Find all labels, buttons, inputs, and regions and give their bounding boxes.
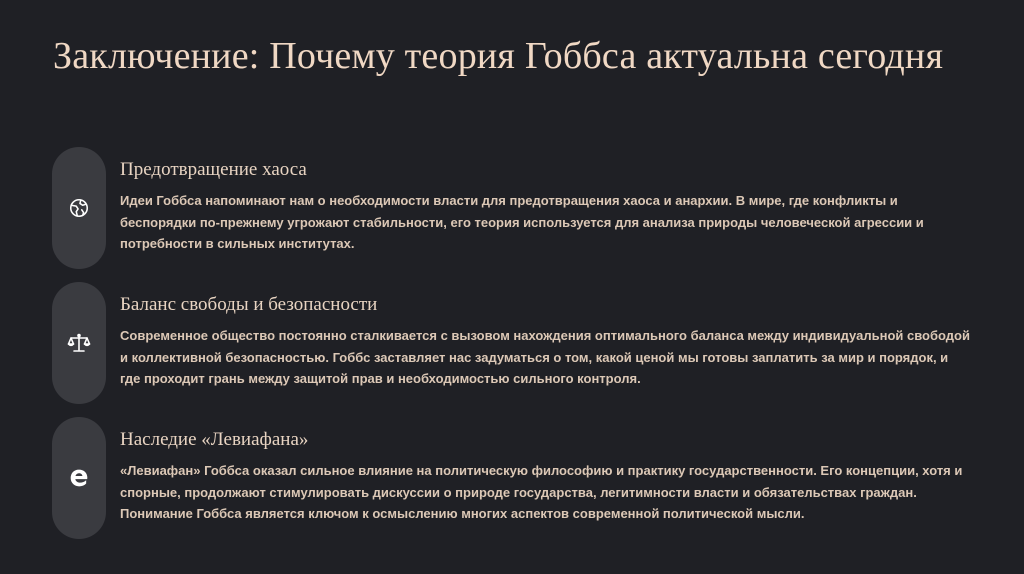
edge-icon — [69, 468, 89, 488]
item-description: Современное общество постоянно сталкивается с вызовом нахождения оптимального баланса между индивидуальной свободой и коллективной безопасностью. Гоббс заставляет нас задуматься о том, какой ценой мы готовы заплатить за мир и порядок, и где проходит грань между защитой прав и необходимостью сильного контроля. — [120, 328, 970, 386]
item-title: Наследие «Левиафана» — [120, 429, 309, 450]
item-chaos-prevention — [52, 147, 982, 269]
item-description: «Левиафан» Гоббса оказал сильное влияние на политическую философию и практику государственности. Его концепции, хотя и спорные, продолжают стимулировать дискуссии о природе государства, легитимности власти и обязательствах граждан. Понимание Гоббса является ключом к осмыслению многих аспектов современной политической мысли. — [120, 463, 963, 521]
icon-pill — [52, 282, 106, 404]
item-freedom-security — [52, 282, 982, 404]
globe-icon — [68, 197, 90, 219]
icon-pill — [52, 147, 106, 269]
slide-title: Заключение: Почему теория Гоббса актуальна сегодня — [53, 35, 944, 77]
scales-icon — [67, 332, 91, 354]
item-description: Идеи Гоббса напоминают нам о необходимости власти для предотвращения хаоса и анархии. В мире, где конфликты и беспорядки по-прежнему угрожают стабильности, его теория используется для анализа природы человеческой агрессии и потребности в сильных институтах. — [120, 193, 924, 251]
icon-pill — [52, 417, 106, 539]
item-title: Предотвращение хаоса — [120, 159, 307, 180]
item-leviathan-legacy — [52, 417, 982, 539]
item-title: Баланс свободы и безопасности — [120, 294, 378, 315]
